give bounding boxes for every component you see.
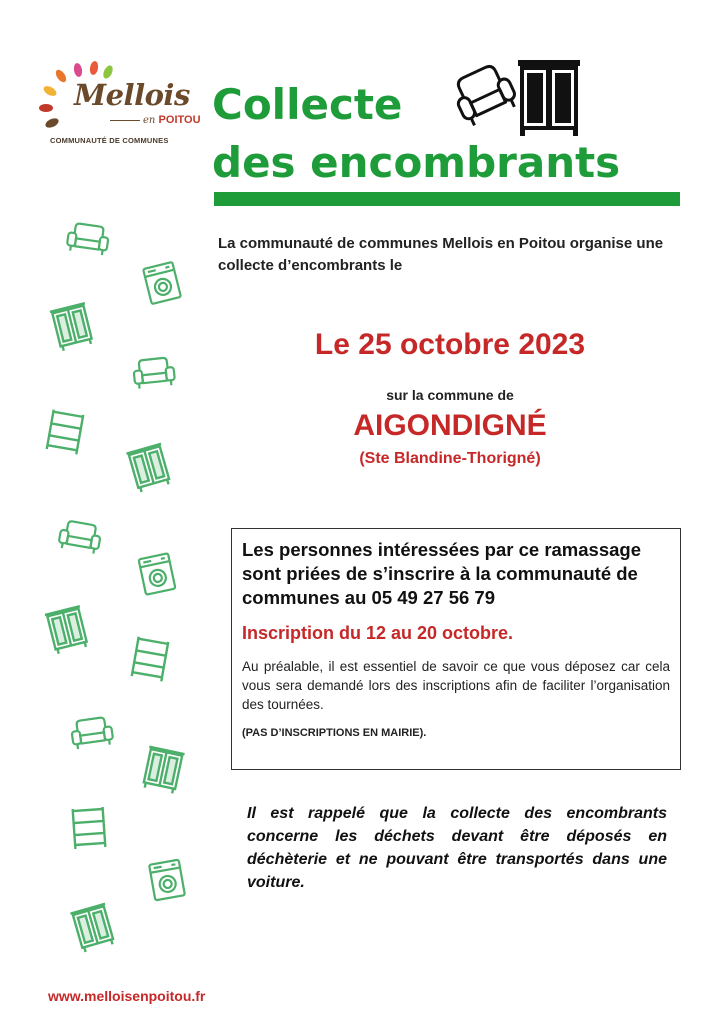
registration-detail: Au préalable, il est essentiel de savoir ce que vous déposez car cela vous sera demandé lors des inscriptions afin de faciliter l’organisation des tournées.: [242, 659, 670, 712]
header-furniture-icons: [456, 58, 586, 138]
reminder-text: Il est rappelé que la collecte des encombrants concerne les déchets devant être déposés en déchèterie et ne pouvant être transportés dans une voiture.: [247, 805, 667, 891]
sofa-icon: [58, 520, 102, 554]
sofa-icon: [132, 356, 176, 390]
title-underline-bar: [214, 192, 680, 206]
commune-intro: sur la commune de: [386, 387, 514, 403]
sofa-icon: [70, 716, 114, 750]
wardrobe-icon: [136, 740, 190, 798]
registration-note: (PAS D’INSCRIPTIONS EN MAIRIE).: [242, 727, 427, 739]
wardrobe-icon: [46, 298, 98, 354]
website-link[interactable]: www.melloisenpoitou.fr: [48, 988, 206, 1004]
intro-text: La communauté de communes Mellois en Poitou organise une collecte d’encombrants le: [218, 235, 664, 274]
wardrobe-icon: [122, 438, 176, 496]
armchair-icon: [456, 61, 520, 128]
registration-dates: Inscription du 12 au 20 octobre.: [242, 623, 514, 643]
logo-region: [110, 114, 201, 126]
commune-subtitle: (Ste Blandine-Thorigné): [359, 450, 541, 467]
shelf-icon: [66, 802, 112, 854]
washing-machine-icon: [134, 548, 180, 600]
washing-machine-icon: [144, 854, 190, 906]
shelf-icon: [42, 406, 88, 458]
shelf-icon: [126, 632, 174, 686]
title-line-2: des encombrants: [212, 138, 621, 187]
brand-logo: [36, 56, 201, 146]
registration-info-box: [231, 528, 681, 770]
commune-name: AIGONDIGNÉ: [353, 409, 547, 442]
logo-tagline: COMMUNAUTÉ DE COMMUNES: [50, 136, 169, 145]
logo-poitou: POITOU: [158, 114, 201, 126]
wardrobe-icon: [518, 60, 580, 136]
collection-date: Le 25 octobre 2023: [314, 328, 586, 361]
washing-machine-icon: [140, 258, 184, 308]
logo-en: en: [143, 115, 156, 126]
wardrobe-icon: [40, 600, 94, 658]
sofa-icon: [66, 222, 110, 256]
registration-lead: Les personnes intéressées par ce ramassage sont priées de s’inscrire à la communauté de communes au 05 49 27 56 79: [242, 539, 642, 608]
title-line-1: Collecte: [212, 80, 403, 129]
wardrobe-icon: [66, 898, 120, 956]
logo-brand-text: Mellois: [74, 78, 190, 112]
